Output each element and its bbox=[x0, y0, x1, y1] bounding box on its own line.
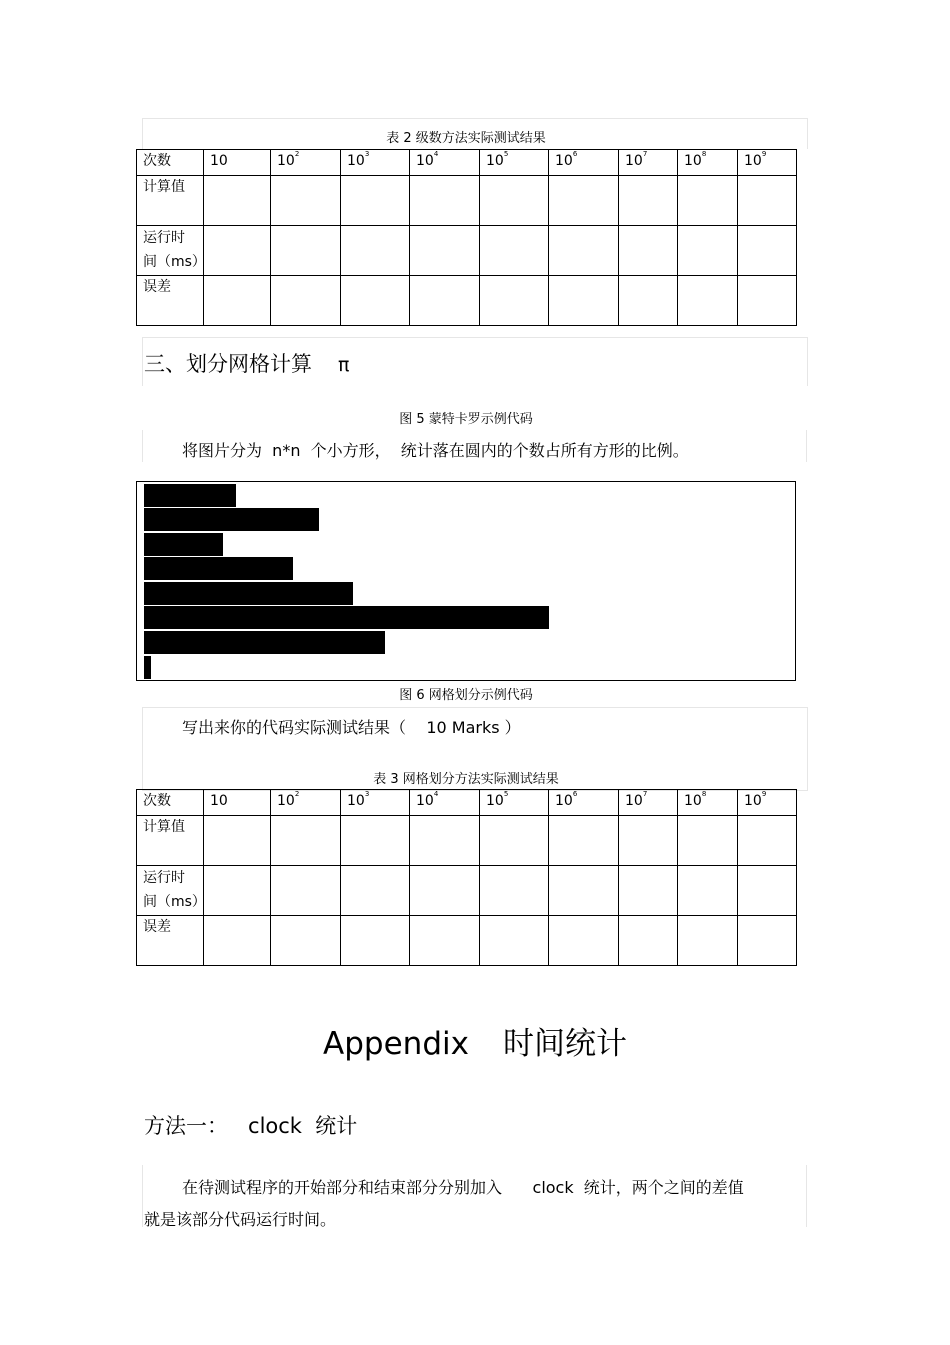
table-cell[interactable] bbox=[204, 176, 271, 226]
table-cell[interactable] bbox=[549, 816, 619, 866]
table-cell[interactable] bbox=[271, 816, 341, 866]
row-label: 运行时 间（ms） bbox=[137, 226, 204, 276]
header-cell: $10^7$ bbox=[619, 150, 678, 176]
table-cell[interactable] bbox=[410, 816, 480, 866]
table-row bbox=[137, 916, 797, 966]
table-row bbox=[137, 150, 797, 176]
header-cell: $10^5$ bbox=[480, 790, 549, 816]
table-cell[interactable] bbox=[738, 226, 797, 276]
redaction-bar bbox=[144, 631, 385, 654]
table-row bbox=[137, 226, 797, 276]
table-cell[interactable] bbox=[341, 916, 410, 966]
appendix-title: Appendix 时间统计 bbox=[323, 1026, 627, 1062]
header-cell: $10^8$ bbox=[678, 150, 738, 176]
table-cell[interactable] bbox=[549, 916, 619, 966]
header-cell: 10 bbox=[204, 150, 271, 176]
table-cell[interactable] bbox=[341, 176, 410, 226]
table-cell[interactable] bbox=[410, 916, 480, 966]
header-cell: $10^3$ bbox=[341, 150, 410, 176]
table-cell[interactable] bbox=[341, 276, 410, 326]
method-heading: 方法一： clock 统计 bbox=[144, 1114, 358, 1138]
header-cell: 次数 bbox=[137, 150, 204, 176]
row-label: 误差 bbox=[137, 276, 204, 326]
redaction-bar bbox=[144, 557, 293, 580]
header-cell: $10^3$ bbox=[341, 790, 410, 816]
row-label: 运行时 间（ms） bbox=[137, 866, 204, 916]
table-cell[interactable] bbox=[738, 916, 797, 966]
table-cell[interactable] bbox=[619, 816, 678, 866]
header-cell: $10^7$ bbox=[619, 790, 678, 816]
table-row bbox=[137, 176, 797, 226]
table-cell[interactable] bbox=[480, 866, 549, 916]
header-cell: $10^9$ bbox=[738, 150, 797, 176]
table-cell[interactable] bbox=[480, 816, 549, 866]
row-label: 计算值 bbox=[137, 816, 204, 866]
redaction-bar bbox=[144, 484, 236, 507]
table-cell[interactable] bbox=[549, 866, 619, 916]
table-cell[interactable] bbox=[619, 276, 678, 326]
table-row bbox=[137, 816, 797, 866]
header-cell: 次数 bbox=[137, 790, 204, 816]
pi-symbol: π bbox=[338, 354, 350, 376]
frame-line bbox=[806, 1165, 807, 1227]
redaction-bar bbox=[144, 656, 151, 679]
section-heading: 三、划分网格计算 π bbox=[144, 352, 350, 376]
table-cell[interactable] bbox=[549, 276, 619, 326]
table-cell[interactable] bbox=[410, 176, 480, 226]
paragraph: 就是该部分代码运行时间。 bbox=[144, 1210, 337, 1229]
frame-line bbox=[806, 430, 807, 462]
redaction-bar bbox=[144, 606, 549, 629]
table-cell[interactable] bbox=[678, 916, 738, 966]
table-cell[interactable] bbox=[341, 816, 410, 866]
row-label: 误差 bbox=[137, 916, 204, 966]
header-cell: $10^2$ bbox=[271, 790, 341, 816]
redaction-bar bbox=[144, 582, 353, 605]
table-cell[interactable] bbox=[271, 176, 341, 226]
table-cell[interactable] bbox=[271, 916, 341, 966]
header-cell: $10^6$ bbox=[549, 150, 619, 176]
header-cell: 10 bbox=[204, 790, 271, 816]
header-cell: $10^4$ bbox=[410, 790, 480, 816]
table2 bbox=[136, 149, 797, 326]
row-label: 计算值 bbox=[137, 176, 204, 226]
table-cell[interactable] bbox=[341, 866, 410, 916]
table-cell[interactable] bbox=[678, 816, 738, 866]
frame-line bbox=[142, 1165, 143, 1227]
table-cell[interactable] bbox=[480, 226, 549, 276]
table-cell[interactable] bbox=[204, 226, 271, 276]
code-block bbox=[136, 481, 796, 681]
paragraph: 将图片分为 n*n 个小方形， 统计落在圆内的个数占所有方形的比例。 bbox=[182, 441, 689, 460]
table-cell[interactable] bbox=[738, 176, 797, 226]
figure5-caption: 图 5 蒙特卡罗示例代码 bbox=[399, 412, 533, 427]
redaction-bar bbox=[144, 533, 223, 556]
table-cell[interactable] bbox=[619, 916, 678, 966]
table-row bbox=[137, 276, 797, 326]
header-cell: $10^8$ bbox=[678, 790, 738, 816]
table-cell[interactable] bbox=[678, 176, 738, 226]
table-cell[interactable] bbox=[341, 226, 410, 276]
header-cell: $10^4$ bbox=[410, 150, 480, 176]
table-cell[interactable] bbox=[271, 866, 341, 916]
table-cell[interactable] bbox=[204, 276, 271, 326]
table-cell[interactable] bbox=[619, 226, 678, 276]
table-row bbox=[137, 790, 797, 816]
table-cell[interactable] bbox=[271, 276, 341, 326]
table-cell[interactable] bbox=[410, 226, 480, 276]
table-row bbox=[137, 866, 797, 916]
header-cell: $10^9$ bbox=[738, 790, 797, 816]
table3 bbox=[136, 789, 797, 966]
figure6-caption: 图 6 网格划分示例代码 bbox=[399, 688, 533, 703]
header-cell: $10^6$ bbox=[549, 790, 619, 816]
paragraph: 在待测试程序的开始部分和结束部分分别加入 clock 统计，两个之间的差值 bbox=[182, 1178, 744, 1197]
table-cell[interactable] bbox=[410, 866, 480, 916]
frame-line bbox=[142, 430, 143, 462]
table-cell[interactable] bbox=[480, 276, 549, 326]
table-cell[interactable] bbox=[410, 276, 480, 326]
table-cell[interactable] bbox=[271, 226, 341, 276]
table-cell[interactable] bbox=[204, 916, 271, 966]
table-cell[interactable] bbox=[678, 226, 738, 276]
paragraph: 写出来你的代码实际测试结果（ 10 Marks ） bbox=[182, 718, 521, 737]
table2-caption: 表 2 级数方法实际测试结果 bbox=[386, 131, 546, 146]
table-cell[interactable] bbox=[678, 866, 738, 916]
table-cell[interactable] bbox=[549, 226, 619, 276]
table-cell[interactable] bbox=[549, 176, 619, 226]
table-cell[interactable] bbox=[738, 276, 797, 326]
table-cell[interactable] bbox=[619, 176, 678, 226]
table-cell[interactable] bbox=[480, 916, 549, 966]
table-cell[interactable] bbox=[678, 276, 738, 326]
redaction-bar bbox=[144, 508, 319, 531]
table-cell[interactable] bbox=[738, 866, 797, 916]
table-cell[interactable] bbox=[738, 816, 797, 866]
table3-caption: 表 3 网格划分方法实际测试结果 bbox=[373, 772, 559, 787]
header-cell: $10^2$ bbox=[271, 150, 341, 176]
header-cell: $10^5$ bbox=[480, 150, 549, 176]
table-cell[interactable] bbox=[480, 176, 549, 226]
table-cell[interactable] bbox=[204, 816, 271, 866]
table-cell[interactable] bbox=[204, 866, 271, 916]
table-cell[interactable] bbox=[619, 866, 678, 916]
